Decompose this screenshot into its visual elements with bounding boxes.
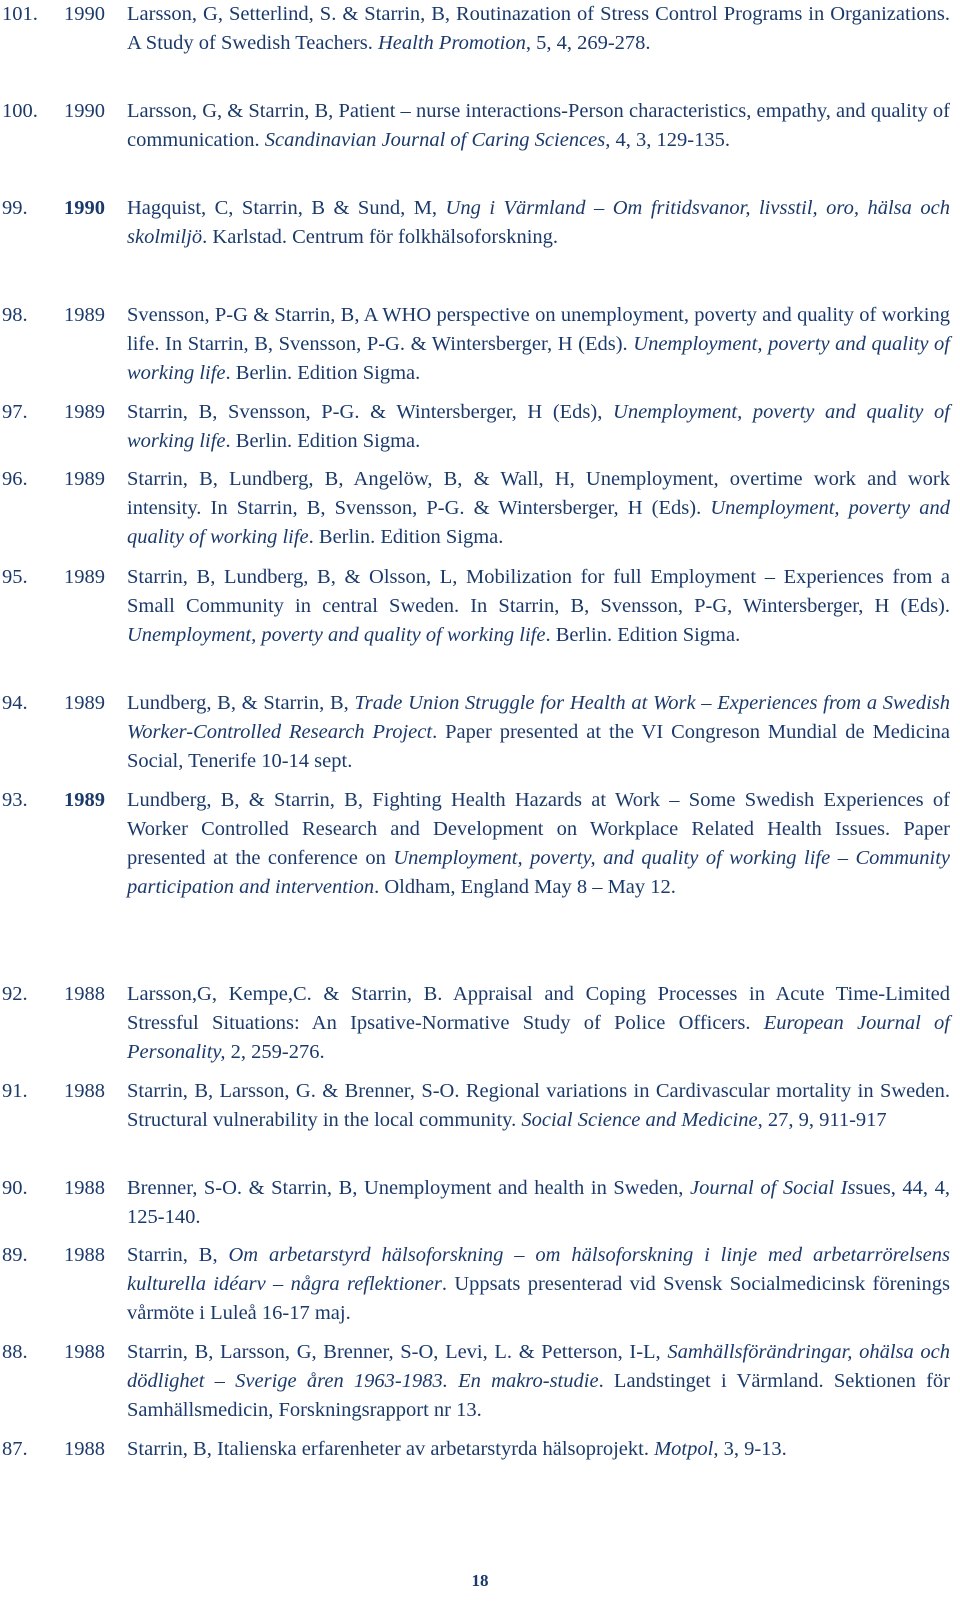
reference-text-plain: Larsson,G, Kempe,C. & Starrin, B. Appraisal and Coping Processes in Acute Time-Limited Stressful Situations: An Ipsative-Normative Study of Police Officers. [127, 983, 950, 1034]
reference-number: 90. [2, 1177, 28, 1199]
reference-source: Unemployment, poverty and quality of working life [127, 401, 950, 452]
reference-source: Samhällsförändringar, ohälsa och dödlighet – Sverige åren 1963-1983. En makro-studie [127, 1341, 951, 1392]
reference-entry-100 [0, 97, 950, 155]
reference-year: 1988 [64, 1438, 105, 1460]
reference-source: European Journal of Personality, [127, 1012, 950, 1063]
reference-source: Journal of Social Is [689, 1177, 856, 1199]
reference-number: 93. [2, 789, 28, 811]
reference-source: Unemployment, poverty and quality of working life [127, 497, 950, 548]
reference-text [127, 1435, 950, 1464]
reference-entry-95 [0, 563, 950, 650]
reference-entry-99 [0, 194, 950, 252]
page-number: 18 [471, 1571, 489, 1590]
reference-text-plain: Larsson, G, Setterlind, S. & Starrin, B, Routinazation of Stress Control Programs in Organizations. A Study of Swedish Teachers. [127, 3, 950, 54]
reference-text [127, 786, 950, 902]
reference-source: Health Promotion [378, 32, 526, 54]
reference-text [127, 465, 950, 552]
reference-number: 91. [2, 1080, 28, 1102]
reference-text-tail: . Berlin. Edition Sigma. [225, 362, 421, 384]
reference-year: 1988 [64, 983, 105, 1005]
reference-text-tail: . Berlin. Edition Sigma. [545, 624, 741, 646]
reference-source: Trade Union Struggle for Health at Work – Experiences from a Swedish Worker-Controlled Research Project [127, 692, 950, 743]
reference-text-plain: Starrin, B, Larsson, G. & Brenner, S-O. Regional variations in Cardivascular mortality in Sweden. Structural vulnerability in the local community. [127, 1080, 950, 1131]
reference-text-tail: . Paper presented at the VI Congreson Mundial de Medicina Social, Tenerife 10-14 sept. [127, 721, 950, 772]
reference-source: Unemployment, poverty and quality of working life [127, 333, 950, 384]
reference-entry-87 [0, 1435, 950, 1464]
reference-text-tail: . Berlin. Edition Sigma. [308, 526, 504, 548]
reference-year: 1989 [64, 401, 105, 423]
reference-number: 94. [2, 692, 28, 714]
reference-number: 96. [2, 468, 28, 490]
reference-text-tail: . Uppsats presenterad vid Svensk Socialmedicinsk förenings vårmöte i Luleå 16-17 maj. [127, 1273, 950, 1324]
reference-source: Motpol [654, 1438, 714, 1460]
reference-entry-89 [0, 1241, 950, 1328]
reference-number: 89. [2, 1244, 28, 1266]
reference-year: 1990 [64, 197, 105, 219]
reference-text-plain: Brenner, S-O. & Starrin, B, Unemployment and health in Sweden, [127, 1177, 690, 1199]
reference-text [127, 1077, 950, 1135]
reference-text-plain: Lundberg, B, & Starrin, B, Fighting Health Hazards at Work – Some Swedish Experiences of Worker Controlled Research and Development on Workplace Related Health Issues. Paper presented at the conference on [127, 789, 950, 869]
reference-year: 1988 [64, 1244, 105, 1266]
reference-text [127, 398, 950, 456]
reference-text [127, 1174, 950, 1232]
reference-year: 1988 [64, 1341, 105, 1363]
reference-text-plain: Starrin, B, Italienska erfarenheter av arbetarstyrda hälsoprojekt. [127, 1438, 655, 1460]
reference-year: 1990 [64, 100, 105, 122]
reference-entry-101 [0, 0, 950, 58]
reference-text-tail: , 27, 9, 911-917 [757, 1109, 887, 1131]
reference-year: 1989 [64, 566, 105, 588]
reference-source: Social Science and Medicine [521, 1109, 758, 1131]
reference-entry-94 [0, 689, 950, 776]
reference-number: 99. [2, 197, 28, 219]
reference-entry-92 [0, 980, 950, 1067]
reference-text [127, 97, 950, 155]
reference-text-tail: , 3, 9-13. [713, 1438, 787, 1460]
reference-text [127, 563, 950, 650]
reference-text-tail: . Oldham, England May 8 – May 12. [374, 876, 676, 898]
reference-text-tail: . Karlstad. Centrum för folkhälsoforskning. [202, 226, 559, 248]
reference-number: 87. [2, 1438, 28, 1460]
reference-entry-97 [0, 398, 950, 456]
reference-number: 95. [2, 566, 28, 588]
reference-text [127, 980, 950, 1067]
reference-text-tail: , 5, 4, 269-278. [525, 32, 651, 54]
reference-entry-98 [0, 301, 950, 388]
reference-source: Unemployment, poverty and quality of working life [127, 624, 546, 646]
reference-year: 1989 [64, 304, 105, 326]
reference-number: 92. [2, 983, 28, 1005]
reference-text-plain: Starrin, B, [127, 1244, 229, 1266]
reference-entry-91 [0, 1077, 950, 1135]
reference-text-plain: Starrin, B, Svensson, P-G. & Wintersberger, H (Eds), [127, 401, 614, 423]
reference-text-plain: Svensson, P-G & Starrin, B, A WHO perspective on unemployment, poverty and quality of working life. In Starrin, B, Svensson, P-G. & Wintersberger, H (Eds). [127, 304, 950, 355]
reference-text-plain: Starrin, B, Larsson, G, Brenner, S-O, Levi, L. & Petterson, I-L, [127, 1341, 668, 1363]
reference-entry-96 [0, 465, 950, 552]
reference-entry-93 [0, 786, 950, 902]
reference-text [127, 1338, 950, 1425]
reference-year: 1990 [64, 3, 105, 25]
reference-number: 101. [2, 3, 38, 25]
reference-text-tail: . Berlin. Edition Sigma. [225, 430, 421, 452]
reference-text [127, 689, 950, 776]
reference-text [127, 0, 950, 58]
reference-source: Unemployment, poverty, and quality of working life – Community participation and intervention [127, 847, 950, 898]
reference-text [127, 301, 950, 388]
reference-text-tail: sues, 44, 4, 125-140. [127, 1177, 950, 1228]
reference-text [127, 1241, 950, 1328]
reference-year: 1989 [64, 692, 105, 714]
reference-text [127, 194, 950, 252]
reference-entry-88 [0, 1338, 950, 1425]
reference-year: 1988 [64, 1080, 105, 1102]
reference-number: 100. [2, 100, 38, 122]
reference-text-plain: Starrin, B, Lundberg, B, & Olsson, L, Mobilization for full Employment – Experiences from a Small Community in central Sweden. In Starrin, B, Svensson, P-G, Wintersberger, H (Eds). [127, 566, 950, 617]
reference-year: 1989 [64, 468, 105, 490]
reference-text-plain: Larsson, G, & Starrin, B, Patient – nurse interactions-Person characteristics, empathy, and quality of communication. [127, 100, 950, 151]
reference-year: 1989 [64, 789, 105, 811]
reference-text-plain: Lundberg, B, & Starrin, B, [127, 692, 355, 714]
reference-number: 88. [2, 1341, 28, 1363]
reference-text-tail: . Landstinget i Värmland. Sektionen för Samhällsmedicin, Forskningsrapport nr 13. [127, 1370, 950, 1421]
reference-year: 1988 [64, 1177, 105, 1199]
reference-number: 98. [2, 304, 28, 326]
reference-text-tail: 2, 259-276. [225, 1041, 325, 1063]
reference-text-plain: Starrin, B, Lundberg, B, Angelöw, B, & Wall, H, Unemployment, overtime work and work intensity. In Starrin, B, Svensson, P-G. & Wintersberger, H (Eds). [127, 468, 950, 519]
reference-source: Ung i Värmland – Om fritidsvanor, livsstil, oro, hälsa och skolmiljö [127, 197, 950, 248]
reference-source: Om arbetarstyrd hälsoforskning – om hälsoforskning i linje med arbetarrörelsens kulturella idéarv – några reflektioner [127, 1244, 951, 1295]
reference-number: 97. [2, 401, 28, 423]
reference-source: Scandinavian Journal of Caring Sciences [264, 129, 606, 151]
reference-entry-90 [0, 1174, 950, 1232]
reference-text-tail: , 4, 3, 129-135. [605, 129, 730, 151]
reference-text-plain: Hagquist, C, Starrin, B & Sund, M, [127, 197, 446, 219]
